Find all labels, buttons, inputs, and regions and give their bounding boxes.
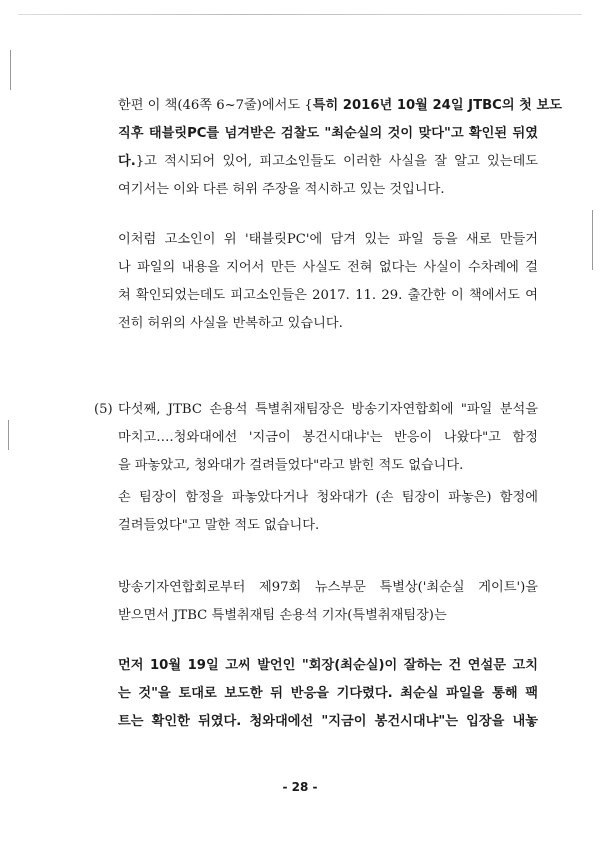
- paragraph-5: [118, 574, 538, 630]
- paragraph-1: [118, 92, 562, 204]
- p2-line-4: 전히 허위의 사실을 반복하고 있습니다.: [118, 316, 343, 331]
- p5-line-1: 방송기자연합회로부터 제97회 뉴스부문 특별상('최순실 게이트')을: [118, 580, 538, 595]
- scan-left-mark-2: [8, 420, 9, 450]
- p1-line-4: 여기서는 이와 다른 허위 주장을 적시하고 있는 것입니다.: [118, 182, 445, 197]
- scan-top-edge: [18, 14, 582, 15]
- p2-line-2: 나 파일의 내용을 지어서 만든 사실도 전혀 없다는 사실이 수차례에 걸: [118, 260, 538, 275]
- scan-right-mark: [592, 210, 593, 270]
- p2-line-1: 이처럼 고소인이 위 '태블릿PC'에 담겨 있는 파일 등을 새로 만들거: [118, 232, 538, 247]
- paragraph-4: [118, 484, 538, 540]
- p6-line-3: 트는 확인한 뒤였다. 청와대에선 "지금이 봉건시대냐"는 입장을 내놓: [118, 714, 538, 729]
- p3-line-3: 을 파놓았고, 청와대가 걸려들었다"라고 밝힌 적도 없습니다.: [118, 458, 464, 473]
- p6-line-2: 는 것"을 토대로 보도한 뒤 반응을 기다렸다. 최순실 파일을 통해 팩: [118, 686, 538, 701]
- p3-line-2: 마치고….청와대에선 '지금이 봉건시대냐'는 반응이 나왔다"고 함정: [118, 430, 538, 445]
- paragraph-3: [118, 396, 538, 480]
- page-number: - 28 -: [282, 780, 318, 794]
- p4-line-2: 걸려들었다"고 말한 적도 없습니다.: [118, 518, 320, 533]
- p4-line-1: 손 팀장이 함정을 파놓았다거나 청와대가 (손 팀장이 파놓은) 함정에: [118, 490, 538, 505]
- p1-line-2: 직후 태블릿PC를 넘겨받은 검찰도 "최순실의 것이 맞다"고 확인된 뒤였: [118, 126, 538, 141]
- p1-line-1: 한편 이 책(46쪽 6~7줄)에서도 {특히 2016년 10월 24일 JTBC의 첫 보도: [118, 98, 562, 113]
- paragraph-2: [118, 226, 538, 338]
- item-number: (5): [94, 402, 113, 417]
- scan-left-mark: [10, 50, 11, 90]
- p1-line-3: 다.}고 적시되어 있어, 피고소인들도 이러한 사실을 잘 알고 있는데도: [118, 154, 538, 169]
- p6-line-1: 먼저 10월 19일 고씨 발언인 "회장(최순실)이 잘하는 건 연설문 고치: [118, 658, 538, 673]
- paragraph-6-quote: [118, 652, 538, 736]
- p3-line-1: 다섯째, JTBC 손용석 특별취재팀장은 방송기자연합회에 "파일 분석을: [118, 402, 538, 417]
- p2-line-3: 쳐 확인되었는데도 피고소인들은 2017. 11. 29. 출간한 이 책에서도 여: [118, 288, 538, 303]
- p5-line-2: 받으면서 JTBC 특별취재팀 손용석 기자(특별취재팀장)는: [118, 608, 447, 623]
